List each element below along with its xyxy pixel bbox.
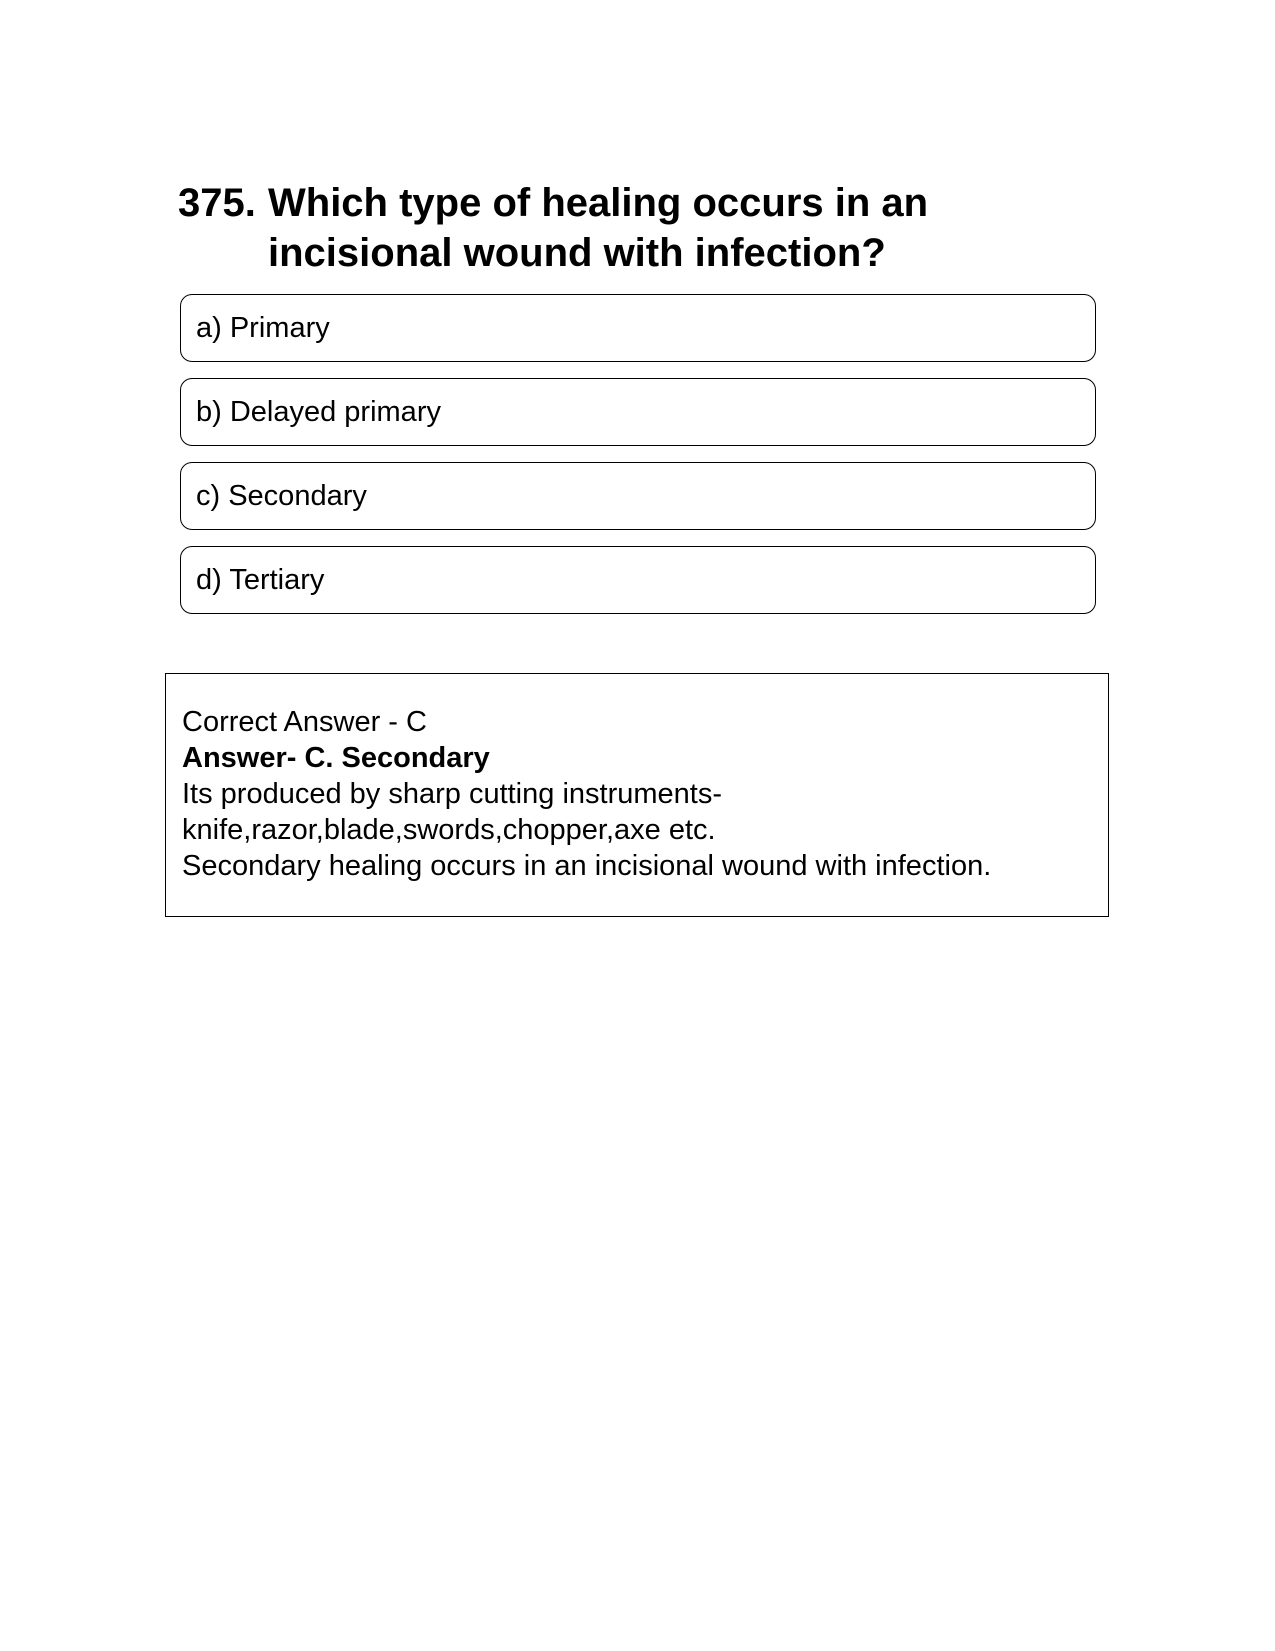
question-number: 375.: [178, 181, 256, 225]
options-list: [180, 294, 1096, 630]
question-text: Which type of healing occurs in an incisional wound with infection?: [268, 181, 929, 275]
option-b[interactable]: b) Delayed primary: [180, 378, 1096, 446]
option-c[interactable]: c) Secondary: [180, 462, 1096, 530]
question-heading: [178, 178, 1098, 278]
option-a[interactable]: a) Primary: [180, 294, 1096, 362]
answer-heading: Answer- C. Secondary: [182, 742, 490, 774]
answer-explanation-box: [165, 673, 1109, 917]
option-d[interactable]: d) Tertiary: [180, 546, 1096, 614]
correct-answer-line: Correct Answer - C: [182, 706, 427, 738]
explanation-line-1: Its produced by sharp cutting instruments-: [182, 778, 722, 810]
explanation-line-3: Secondary healing occurs in an incisional wound with infection.: [182, 850, 992, 882]
explanation-line-2: knife,razor,blade,swords,chopper,axe etc.: [182, 814, 716, 846]
